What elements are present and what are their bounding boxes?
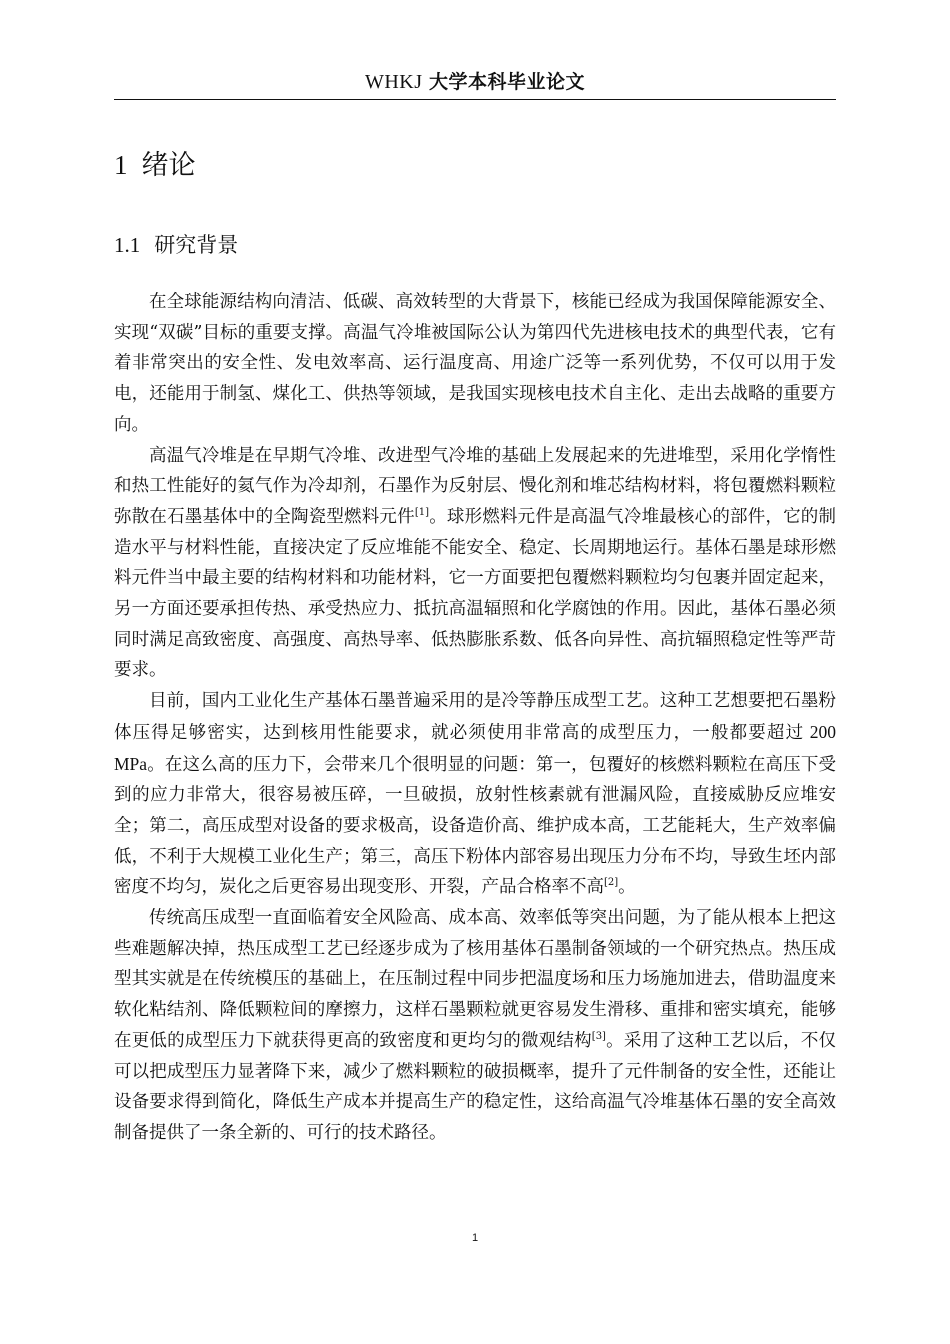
section-heading	[114, 230, 238, 260]
paragraph-3-text-b: 。在这么高的压力下，会带来几个很明显的问题：第一，包覆好的核燃料颗粒在高压下受到的应力非常大，很容易被压碎，一旦破损，放射性核素就有泄漏风险，直接威胁反应堆安全；第二，高压成型对设备的要求极高，设备造价高、维护成本高，工艺能耗大，生产效率偏低，不利于大规模工业化生产；第三，高压下粉体内部容易出现压力分布不均，导致生坯内部密度不均匀，炭化之后更容易出现变形、开裂，产品合格率不高	[114, 754, 836, 898]
paragraph-4	[114, 903, 836, 1149]
header-latin-text: WHKJ	[364, 71, 423, 93]
paragraph-1	[114, 287, 836, 441]
header-rule	[114, 99, 836, 100]
header-title-text: 大学本科毕业论文	[429, 71, 586, 93]
chapter-heading	[114, 146, 196, 185]
paragraph-1-text: 在全球能源结构向清洁、低碳、高效转型的大背景下，核能已经成为我国保障能源安全、实现“双碳”目标的重要支撑。高温气冷堆被国际公认为第四代先进核电技术的典型代表，它有着非常突出的安全性、发电效率高、运行温度高、用途广泛等一系列优势，不仅可以用于发电，还能用于制氢、煤化工、供热等领域，是我国实现核电技术自主化、走出去战略的重要方向。	[114, 292, 836, 435]
citation-2: [2]	[604, 877, 619, 889]
chapter-title: 绪论	[141, 150, 196, 181]
body-text	[114, 287, 836, 1149]
paragraph-4-text-b: 。采用了这种工艺以后，不仅可以把成型压力显著降下来，减少了燃料颗粒的破损概率，提升了元件制备的安全性，还能让设备要求得到简化，降低生产成本并提高生产的稳定性，这给高温气冷堆基体石墨的安全高效制备提供了一条全新的、可行的技术路径。	[114, 1030, 837, 1143]
section-title: 研究背景	[154, 233, 239, 257]
pressure-value: 200 MPa	[114, 721, 836, 774]
paragraph-3-text-c: 。	[618, 877, 636, 898]
page-number: 1	[471, 1232, 479, 1244]
running-header	[114, 68, 836, 96]
paragraph-2-text-a: 高温气冷堆是在早期气冷堆、改进型气冷堆的基础上发展起来的先进堆型，采用化学惰性和热工性能好的氦气作为冷却剂，石墨作为反射层、慢化剂和堆芯结构材料，将包覆燃料颗粒弥散在石墨基体中的全陶瓷型燃料元件	[114, 445, 836, 527]
citation-1: [1]	[414, 506, 429, 518]
paragraph-2	[114, 441, 836, 687]
section-number: 1.1	[114, 233, 141, 257]
paragraph-3-text-a: 目前，国内工业化生产基体石墨普遍采用的是冷等静压成型工艺。这种工艺想要把石墨粉体压得足够密实，达到核用性能要求，就必须使用非常高的成型压力，一般都要超过	[114, 691, 836, 743]
paragraph-3	[114, 686, 836, 903]
paragraph-4-text-a: 传统高压成型一直面临着安全风险高、成本高、效率低等突出问题，为了能从根本上把这些难题解决掉，热压成型工艺已经逐步成为了核用基体石墨制备领域的一个研究热点。热压成型其实就是在传统模压的基础上，在压制过程中同步把温度场和压力场施加进去，借助温度来软化粘结剂、降低颗粒间的摩擦力，这样石墨颗粒就更容易发生滑移、重排和密实填充，能够在更低的成型压力下就获得更高的致密度和更均匀的微观结构	[114, 908, 836, 1051]
chapter-number: 1	[114, 150, 128, 180]
paragraph-2-text-b: 。球形燃料元件是高温气冷堆最核心的部件，它的制造水平与材料性能，直接决定了反应堆能不能安全、稳定、长周期地运行。基体石墨是球形燃料元件当中最主要的结构材料和功能材料，它一方面要把包覆燃料颗粒均匀包裹并固定起来，另一方面还要承担传热、承受热应力、抵抗高温辐照和化学腐蚀的作用。因此，基体石墨必须同时满足高致密度、高强度、高热导率、低热膨胀系数、低各向异性、高抗辐照稳定性等严苛要求。	[114, 506, 836, 681]
citation-3: [3]	[591, 1030, 606, 1042]
